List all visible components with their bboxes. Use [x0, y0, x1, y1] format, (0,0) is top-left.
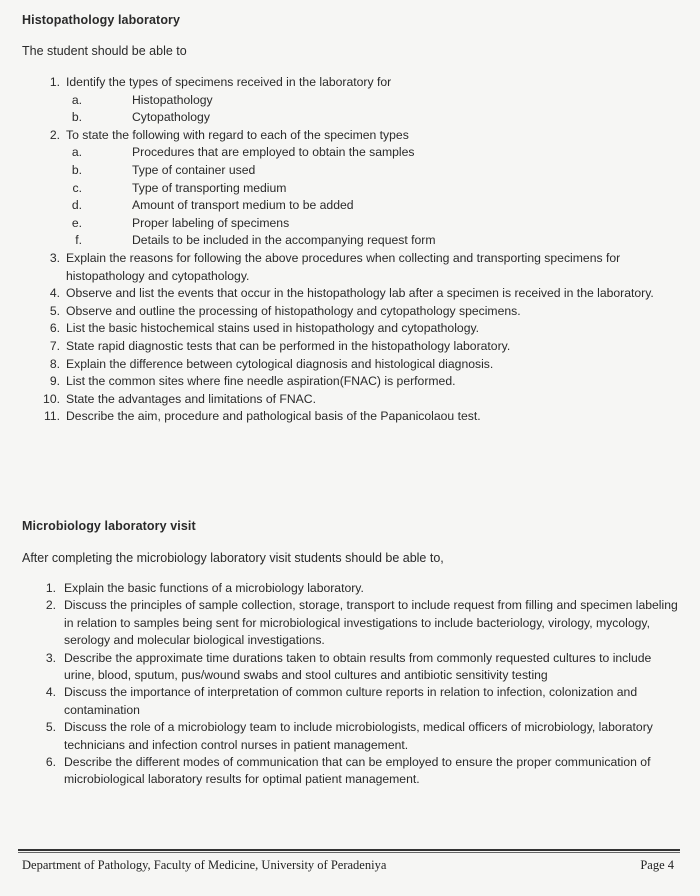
- list-item-text: Observe and outline the processing of histopathology and cytopathology specimens.: [66, 303, 521, 318]
- sub-list-item: [68, 92, 680, 110]
- list-item-text: Discuss the importance of interpretation of common culture reports in relation to infection, colonization and contamination: [64, 685, 638, 717]
- microbiology-heading: Microbiology laboratory visit: [22, 519, 196, 533]
- list-item-number: 2.: [45, 598, 56, 613]
- list-item-text: Discuss the role of a microbiology team to include microbiologists, medical officers of microbiology, laboratory technicians and infection control nurses in patient management.: [64, 720, 653, 752]
- list-item: [22, 391, 680, 409]
- histopathology-section: [22, 13, 686, 27]
- list-item-text: List the common sites where fine needle aspiration(FNAC) is performed.: [66, 374, 456, 389]
- sub-list: [68, 144, 680, 250]
- list-item: [22, 285, 680, 303]
- sub-item-letter: a.: [71, 92, 82, 107]
- microbiology-section: [22, 519, 686, 533]
- sub-list-item: [68, 197, 680, 215]
- sub-item-letter: b.: [71, 110, 82, 125]
- list-item: [22, 250, 680, 285]
- sub-item-letter: f.: [75, 233, 82, 248]
- list-item-text: Explain the reasons for following the above procedures when collecting and transporting specimens for histopathology and cytopathology.: [66, 250, 621, 283]
- sub-list-item: [68, 215, 680, 233]
- list-item: [22, 754, 678, 789]
- sub-item-text: Amount of transport medium to be added: [132, 198, 354, 213]
- list-item-text: Observe and list the events that occur in the histopathology lab after a specimen is received in the laboratory.: [66, 286, 654, 301]
- list-item-text: Describe the approximate time durations taken to obtain results from commonly requested cultures to include urine, blood, sputum, pus/wound swabs and stool cultures and antibiotic sensitivity testing: [64, 650, 652, 683]
- footer-divider-thin: [18, 852, 680, 853]
- sub-list-item: [68, 109, 680, 127]
- list-item-number: 11.: [43, 409, 60, 424]
- list-item: [22, 719, 678, 754]
- list-item: [22, 684, 678, 719]
- list-item: [22, 650, 678, 685]
- list-item-number: 6.: [49, 321, 60, 336]
- list-item: [22, 356, 680, 374]
- microbiology-intro-block: [22, 551, 686, 565]
- list-item-number: 1.: [45, 581, 56, 595]
- list-item: [22, 373, 680, 391]
- sub-item-letter: a.: [71, 145, 82, 160]
- list-item: [22, 338, 680, 356]
- list-item-text: To state the following with regard to each of the specimen types: [66, 127, 409, 142]
- list-item-number: 3.: [49, 250, 60, 265]
- list-item-text: State rapid diagnostic tests that can be performed in the histopathology laboratory.: [66, 338, 511, 353]
- histopathology-intro: The student should be able to: [22, 44, 187, 58]
- list-item: [22, 320, 680, 338]
- list-item-text: Discuss the principles of sample collection, storage, transport to include request from filling and specimen labeling in relation to samples being sent for microbiological investigations to include bacteriology, virology, mycology, serology and molecular biological investigations.: [64, 598, 678, 648]
- list-item: [22, 597, 678, 649]
- list-item-number: 10.: [43, 391, 60, 406]
- list-item-number: 5.: [49, 303, 60, 318]
- histopathology-list-block: [22, 74, 680, 426]
- list-item-number: 6.: [45, 755, 56, 770]
- list-item-number: 2.: [49, 127, 60, 142]
- list-item-text: Explain the difference between cytological diagnosis and histological diagnosis.: [66, 356, 494, 371]
- list-item-number: 1.: [49, 75, 60, 89]
- histopathology-heading: Histopathology laboratory: [22, 13, 181, 27]
- list-item-text: Identify the types of specimens received in the laboratory for: [66, 75, 392, 89]
- footer-department: Department of Pathology, Faculty of Medicine, University of Peradeniya: [22, 858, 387, 872]
- sub-item-text: Details to be included in the accompanying request form: [132, 233, 436, 248]
- sub-list-wrapper: [22, 92, 680, 127]
- sub-item-text: Histopathology: [132, 92, 213, 107]
- sub-list-item: [68, 162, 680, 180]
- list-item: [22, 127, 680, 145]
- footer-page-number: Page 4: [640, 858, 674, 872]
- list-item: [22, 303, 680, 321]
- list-item-text: Describe the aim, procedure and pathological basis of the Papanicolaou test.: [66, 409, 481, 424]
- sub-item-letter: e.: [71, 215, 82, 230]
- sub-list-wrapper: [22, 144, 680, 250]
- list-item-number: 9.: [49, 374, 60, 389]
- sub-item-letter: b.: [71, 162, 82, 177]
- list-item-number: 4.: [45, 685, 56, 700]
- list-item: [22, 74, 680, 92]
- sub-item-text: Type of transporting medium: [132, 180, 287, 195]
- sub-item-text: Procedures that are employed to obtain the samples: [132, 145, 415, 160]
- list-item-number: 3.: [45, 650, 56, 665]
- sub-item-text: Type of container used: [132, 162, 256, 177]
- sub-item-text: Proper labeling of specimens: [132, 215, 290, 230]
- list-item-number: 5.: [45, 720, 56, 735]
- microbiology-intro: After completing the microbiology laboratory visit students should be able to,: [22, 551, 444, 565]
- footer-divider: [18, 849, 680, 851]
- microbiology-list: [22, 580, 678, 789]
- sub-item-letter: d.: [71, 198, 82, 213]
- list-item: [22, 408, 680, 426]
- sub-list-item: [68, 144, 680, 162]
- list-item-text: Explain the basic functions of a microbiology laboratory.: [64, 581, 364, 595]
- list-item-number: 8.: [49, 356, 60, 371]
- sub-list-item: [68, 180, 680, 198]
- sub-list: [68, 92, 680, 127]
- list-item-text: List the basic histochemical stains used in histopathology and cytopathology.: [66, 321, 480, 336]
- list-item-number: 7.: [49, 338, 60, 353]
- microbiology-list-block: [22, 580, 678, 789]
- list-item-text: State the advantages and limitations of FNAC.: [66, 391, 316, 406]
- list-item-text: Describe the different modes of communication that can be employed to ensure the proper communication of microbiological laboratory results for optimal patient management.: [64, 755, 651, 787]
- sub-item-letter: c.: [72, 180, 82, 195]
- list-item: [22, 580, 678, 597]
- sub-item-text: Cytopathology: [132, 110, 210, 125]
- histopathology-intro-block: [22, 44, 686, 58]
- list-item-number: 4.: [49, 286, 60, 301]
- histopathology-list: [22, 74, 680, 426]
- sub-list-item: [68, 232, 680, 250]
